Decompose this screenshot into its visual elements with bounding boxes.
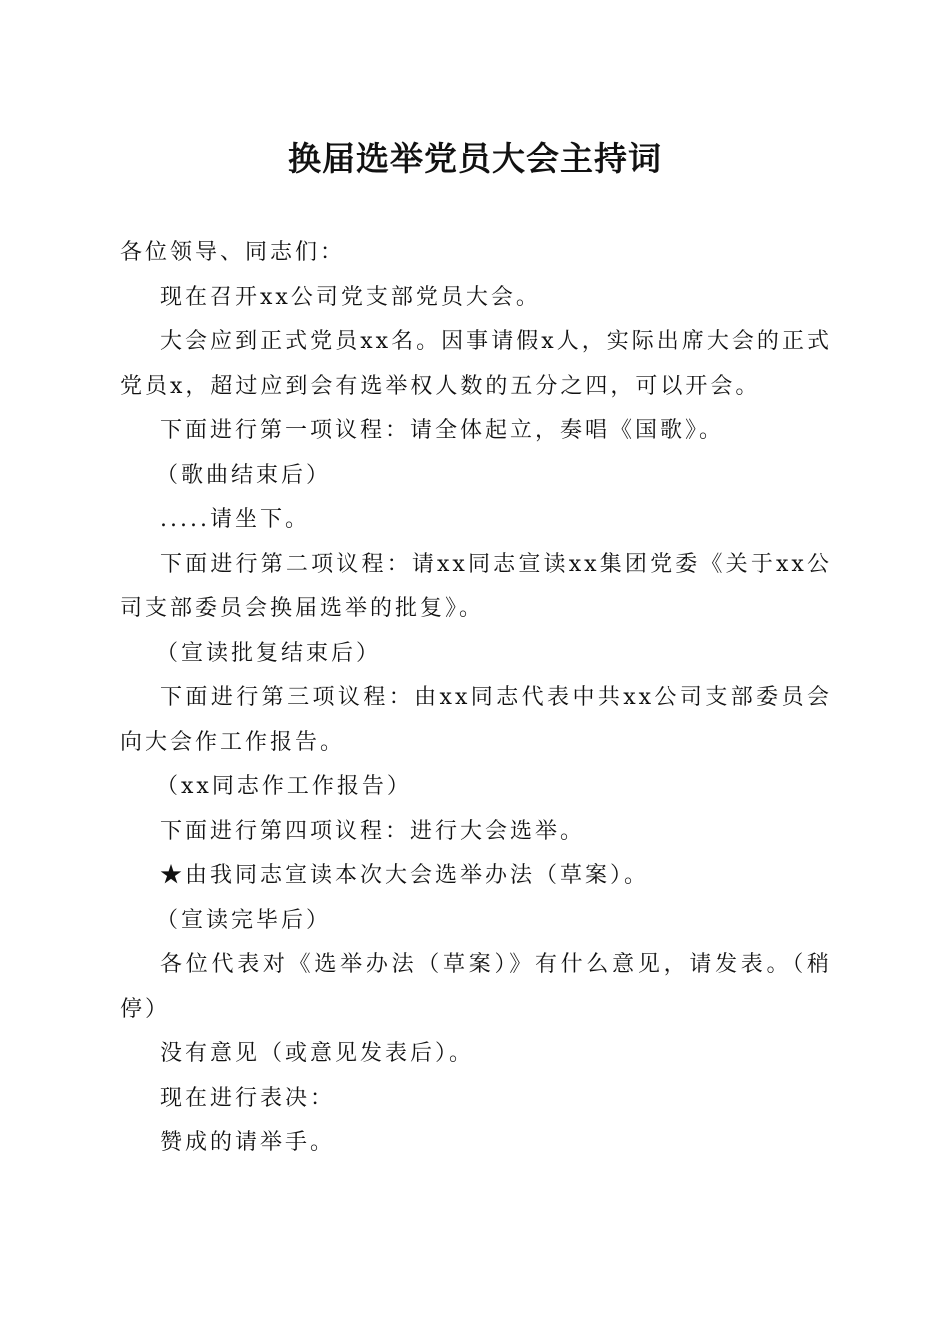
paragraph-no-opinion: 没有意见（或意见发表后）。 [160, 1041, 475, 1066]
paragraph-election-method: ★由我同志宣读本次大会选举办法（草案）。 [160, 863, 650, 888]
paragraph-attendance: 大会应到正式党员xx名。因事请假x人，实际出席大会的正式党员x，超过应到会有选举权人数的五分之四，可以开会。 [120, 329, 832, 399]
paragraph-opening: 现在召开xx公司党支部党员大会。 [160, 284, 541, 310]
paragraph-note-reply: （宣读批复结束后） [156, 640, 382, 666]
paragraph-note-report: （xx同志作工作报告） [156, 774, 412, 799]
paragraph-note-read: （宣读完毕后） [156, 907, 332, 933]
paragraph-agenda-1: 下面进行第一项议程：请全体起立，奏唱《国歌》。 [160, 418, 725, 443]
paragraph-raise-hand: 赞成的请举手。 [160, 1130, 336, 1155]
paragraph-opinions: 各位代表对《选举办法（草案）》有什么意见，请发表。（稍停） [120, 952, 832, 1022]
paragraph-agenda-3: 下面进行第三项议程：由xx同志代表中共xx公司支部委员会向大会作工作报告。 [120, 685, 832, 755]
document-title: 换届选举党员大会主持词 [288, 139, 662, 178]
paragraph-note-song: （歌曲结束后） [156, 462, 332, 488]
paragraph-vote: 现在进行表决： [160, 1085, 336, 1111]
paragraph-agenda-2: 下面进行第二项议程：请xx同志宣读xx集团党委《关于xx公司支部委员会换届选举的批复》。 [120, 551, 832, 621]
salutation: 各位领导、同志们： [120, 240, 346, 265]
document-body [120, 231, 832, 1166]
paragraph-sit-down: .....请坐下。 [160, 507, 310, 532]
paragraph-agenda-4: 下面进行第四项议程：进行大会选举。 [160, 818, 586, 844]
